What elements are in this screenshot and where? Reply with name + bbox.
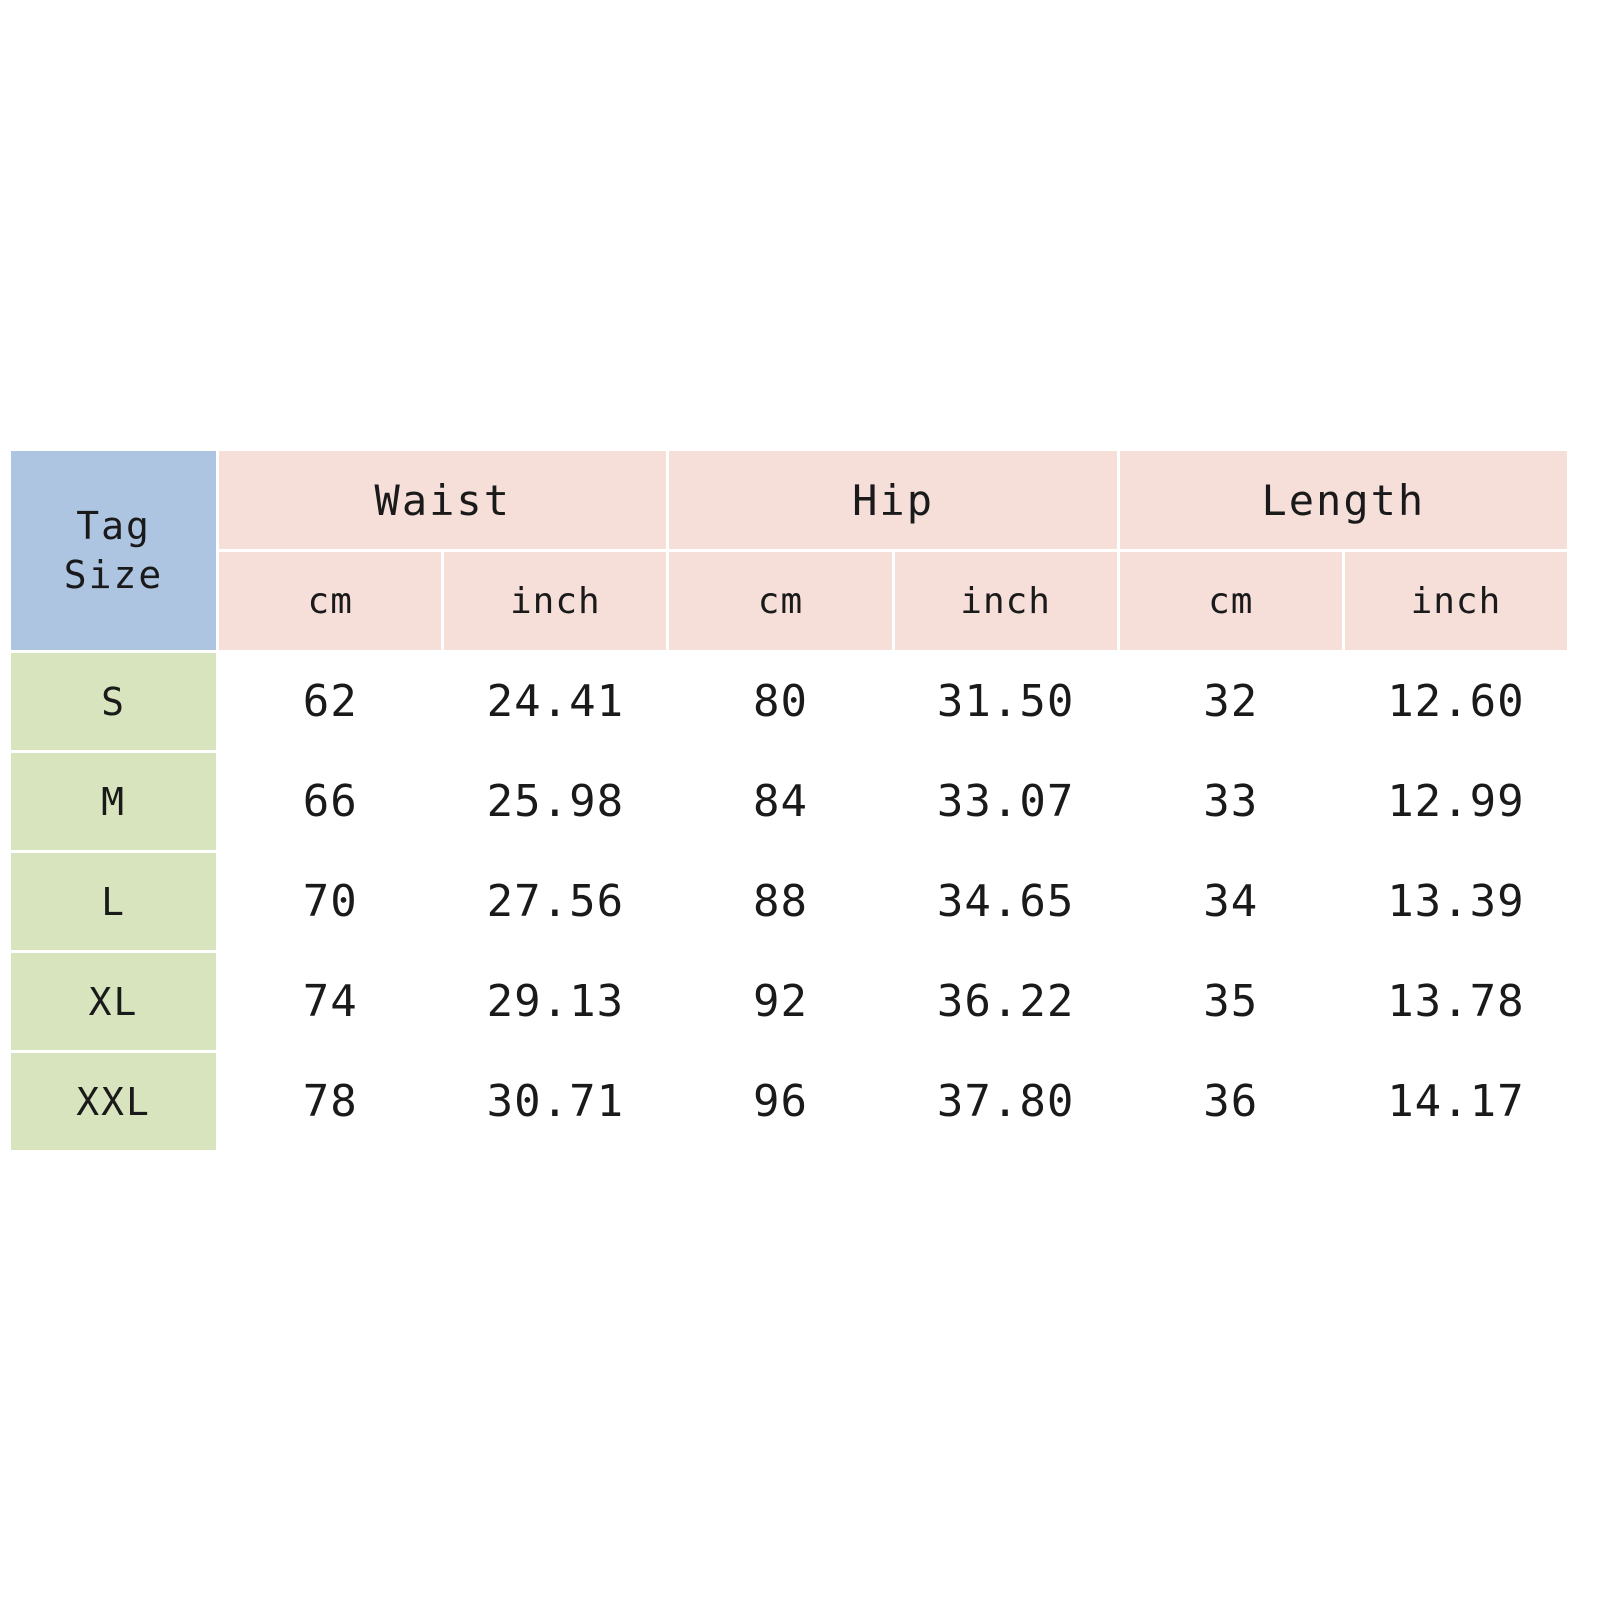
- table-header: [10, 450, 1569, 652]
- header-waist-inch: inch: [443, 551, 668, 652]
- cell-waist-inch: 29.13: [443, 952, 668, 1052]
- cell-length-cm: 32: [1118, 652, 1343, 752]
- cell-hip-cm: 96: [668, 1052, 893, 1152]
- cell-waist-cm: 74: [218, 952, 443, 1052]
- table-row: [10, 752, 1569, 852]
- cell-hip-inch: 33.07: [893, 752, 1118, 852]
- table-body: [10, 652, 1569, 1152]
- row-size-label: XL: [10, 952, 218, 1052]
- cell-waist-inch: 24.41: [443, 652, 668, 752]
- cell-hip-inch: 37.80: [893, 1052, 1118, 1152]
- header-length: Length: [1118, 450, 1568, 551]
- cell-hip-cm: 92: [668, 952, 893, 1052]
- header-hip: Hip: [668, 450, 1118, 551]
- header-length-cm: cm: [1118, 551, 1343, 652]
- cell-hip-inch: 36.22: [893, 952, 1118, 1052]
- cell-length-cm: 34: [1118, 852, 1343, 952]
- corner-label-line1: Tag: [76, 503, 151, 548]
- cell-length-inch: 12.60: [1343, 652, 1568, 752]
- cell-hip-cm: 80: [668, 652, 893, 752]
- corner-tag-size-cell: [10, 450, 218, 652]
- size-chart-table: [8, 448, 1570, 1153]
- table-row: [10, 1052, 1569, 1152]
- table-row: [10, 952, 1569, 1052]
- size-chart-container: [0, 448, 1600, 1153]
- table-row: [10, 852, 1569, 952]
- row-size-label: L: [10, 852, 218, 952]
- row-size-label: M: [10, 752, 218, 852]
- cell-waist-cm: 78: [218, 1052, 443, 1152]
- header-waist-cm: cm: [218, 551, 443, 652]
- cell-waist-inch: 25.98: [443, 752, 668, 852]
- header-waist: Waist: [218, 450, 668, 551]
- cell-waist-cm: 70: [218, 852, 443, 952]
- row-size-label: S: [10, 652, 218, 752]
- cell-waist-inch: 27.56: [443, 852, 668, 952]
- header-hip-cm: cm: [668, 551, 893, 652]
- cell-hip-inch: 31.50: [893, 652, 1118, 752]
- cell-length-inch: 13.78: [1343, 952, 1568, 1052]
- cell-hip-cm: 88: [668, 852, 893, 952]
- cell-length-cm: 33: [1118, 752, 1343, 852]
- cell-waist-cm: 66: [218, 752, 443, 852]
- cell-length-cm: 35: [1118, 952, 1343, 1052]
- header-row-groups: [10, 450, 1569, 551]
- header-hip-inch: inch: [893, 551, 1118, 652]
- table-row: [10, 652, 1569, 752]
- cell-waist-cm: 62: [218, 652, 443, 752]
- cell-waist-inch: 30.71: [443, 1052, 668, 1152]
- header-row-units: [10, 551, 1569, 652]
- cell-length-inch: 14.17: [1343, 1052, 1568, 1152]
- cell-hip-inch: 34.65: [893, 852, 1118, 952]
- cell-hip-cm: 84: [668, 752, 893, 852]
- cell-length-inch: 13.39: [1343, 852, 1568, 952]
- cell-length-cm: 36: [1118, 1052, 1343, 1152]
- row-size-label: XXL: [10, 1052, 218, 1152]
- header-length-inch: inch: [1343, 551, 1568, 652]
- corner-label-line2: Size: [63, 552, 164, 597]
- cell-length-inch: 12.99: [1343, 752, 1568, 852]
